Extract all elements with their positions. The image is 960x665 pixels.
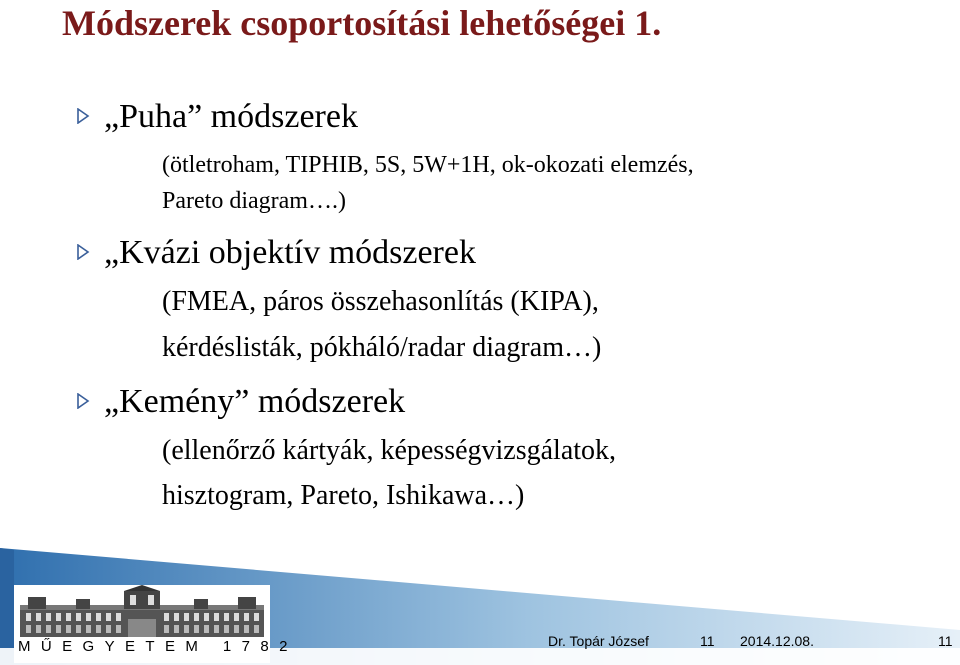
triangle-bullet-icon (76, 244, 90, 260)
bullet-heading-soft: „Puha” módszerek (104, 98, 358, 135)
bullet-heading-quasi: „Kvázi objektív módszerek (104, 234, 476, 271)
bullet-line: hisztogram, Pareto, Ishikawa…) (162, 480, 525, 511)
triangle-bullet-icon (76, 393, 90, 409)
logo-text: MŰEGYETEM 1782 (18, 638, 298, 655)
bullet-line: (ellenőrző kártyák, képességvizsgálatok, (162, 435, 617, 466)
triangle-bullet-icon (76, 108, 90, 124)
bullet-heading-hard: „Kemény” módszerek (104, 383, 406, 420)
footer-date: 2014.12.08. (740, 633, 814, 649)
bullet-line: (FMEA, páros összehasonlítás (KIPA), (162, 286, 599, 317)
bullet-line: Pareto diagram….) (162, 188, 346, 214)
footer-page-number-right: 11 (938, 633, 953, 649)
bullet-line: kérdéslisták, pókháló/radar diagram…) (162, 332, 602, 363)
page-title: Módszerek csoportosítási lehetőségei 1. (62, 3, 662, 43)
footer-page-number: 11 (700, 633, 715, 649)
bullet-line: (ötletroham, TIPHIB, 5S, 5W+1H, ok-okozati elemzés, (162, 152, 694, 178)
footer-author: Dr. Topár József (548, 633, 649, 649)
